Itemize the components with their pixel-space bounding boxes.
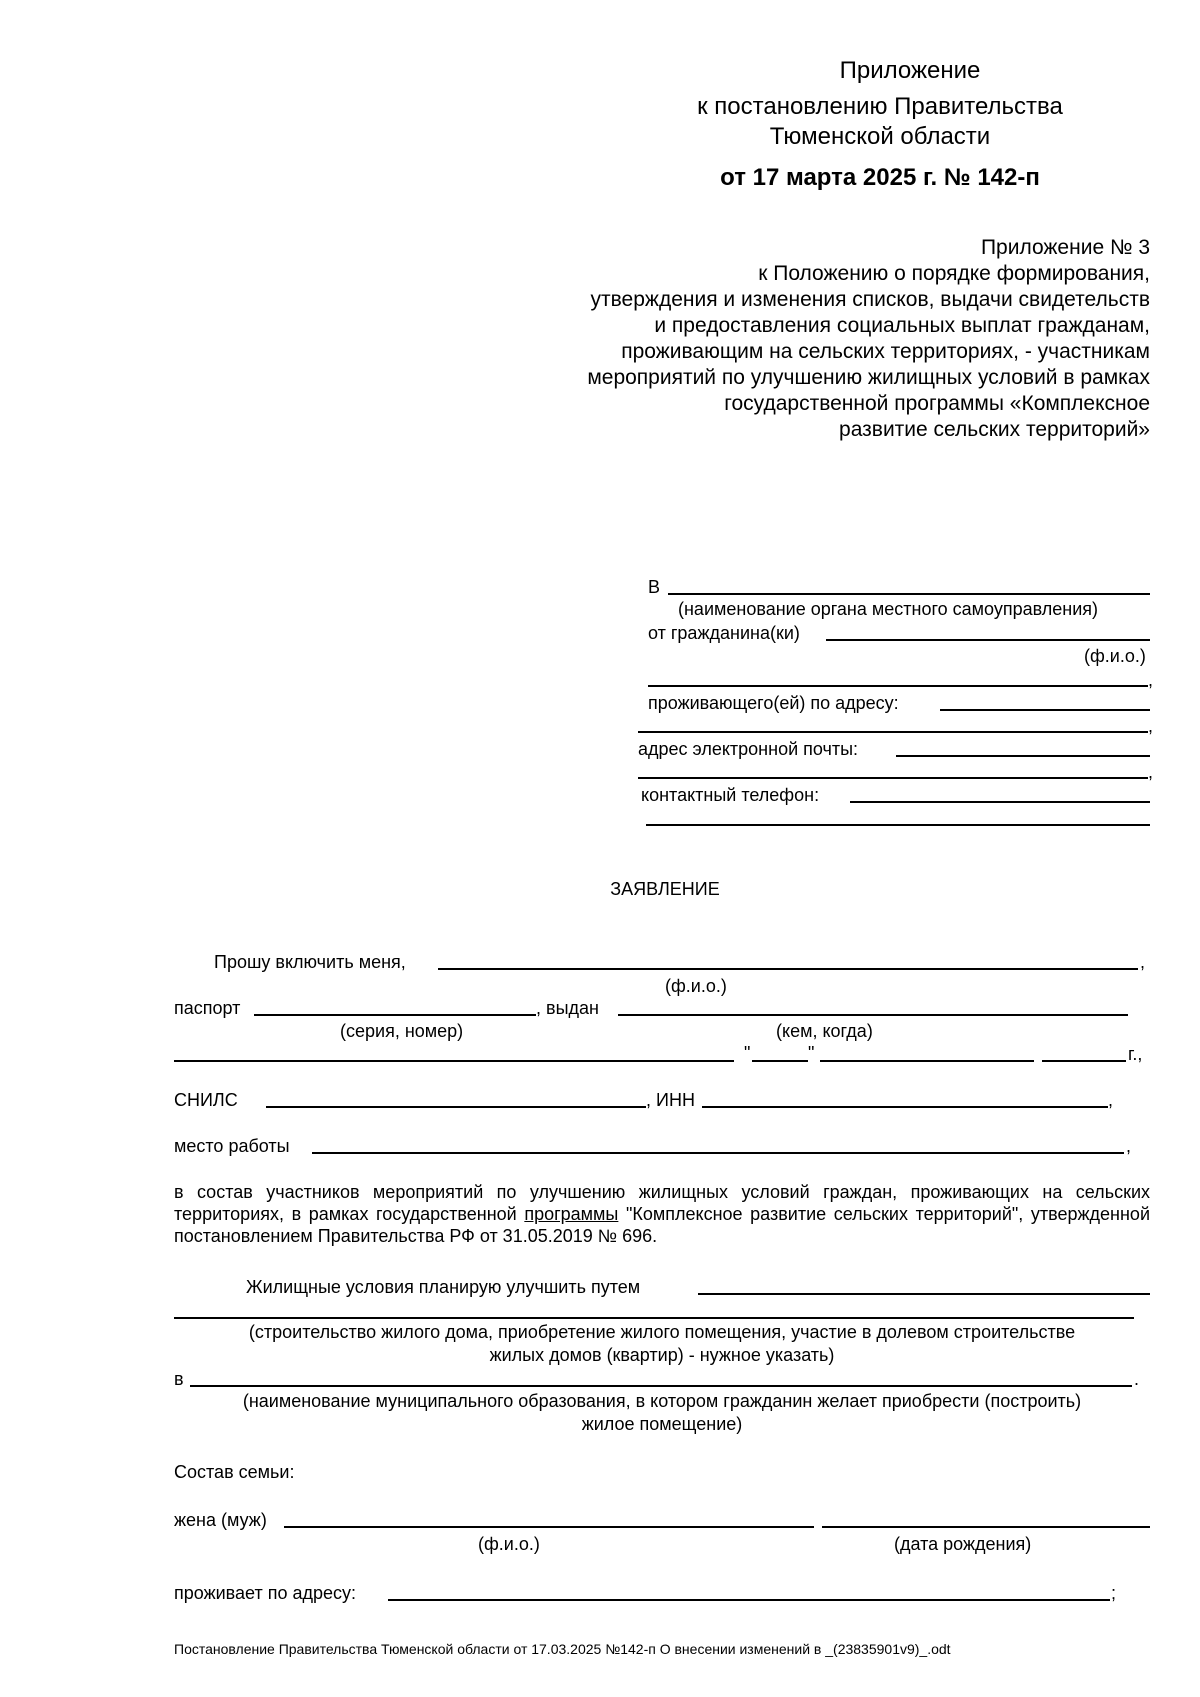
comma: ,	[1148, 670, 1154, 690]
passport-issuer-hint: (кем, когда)	[776, 1021, 873, 1041]
lives-label: проживает по адресу:	[174, 1583, 356, 1603]
appendix-line: Приложение № 3	[980, 236, 1150, 259]
address-label: проживающего(ей) по адресу:	[648, 693, 899, 713]
comma: ,	[1126, 1136, 1132, 1156]
footer-text: Постановление Правительства Тюменской области от 17.03.2025 №142-п О внесении изменений в _(23835901v9)_.odt	[174, 1641, 951, 1657]
appendix-line: и предоставления социальных выплат гражданам,	[654, 314, 1150, 337]
housing-hint-1: (строительство жилого дома, приобретение жилого помещения, участие в долевом строительстве	[248, 1322, 1076, 1342]
municipality-hint-2: жилое помещение)	[581, 1414, 743, 1434]
passport-label: паспорт	[174, 998, 241, 1018]
semicolon: ;	[1111, 1583, 1117, 1603]
paragraph-text: "Комплексное развитие сельских территорий", утвержденной постановлением Правительства РФ от 31.05.2019 № 696.	[174, 1204, 1150, 1246]
inn-field[interactable]	[702, 1106, 1108, 1108]
citizen-fio-hint: (ф.и.о.)	[1084, 646, 1146, 666]
phone-field-2[interactable]	[646, 824, 1150, 826]
phone-field[interactable]	[850, 801, 1150, 803]
header-line-2: к постановлению Правительства	[697, 93, 1063, 120]
quote-open: "	[744, 1043, 751, 1063]
passport-number-field[interactable]	[254, 1014, 536, 1016]
appendix-line: к Положению о порядке формирования,	[758, 262, 1150, 285]
document-title: ЗАЯВЛЕНИЕ	[610, 879, 720, 899]
header-line-1: Приложение	[839, 57, 981, 84]
housing-method-field-2[interactable]	[174, 1317, 1134, 1319]
snils-field[interactable]	[266, 1106, 646, 1108]
program-link[interactable]: программы	[524, 1204, 619, 1224]
spouse-fio-field[interactable]	[284, 1526, 814, 1528]
inn-label: , ИНН	[646, 1090, 695, 1110]
org-name-hint: (наименование органа местного самоуправления)	[678, 599, 1098, 619]
comma: ,	[1148, 716, 1154, 736]
appendix-block	[450, 235, 1150, 443]
family-label: Состав семьи:	[174, 1462, 295, 1482]
paragraph-text: в состав участников мероприятий по улучшению жилищных условий граждан, проживающих на сельских территориях, в рамках государственной	[174, 1182, 1150, 1224]
appendix-line: утверждения и изменения списков, выдачи свидетельств	[590, 288, 1150, 311]
housing-method-field[interactable]	[698, 1293, 1150, 1295]
header-date-line: от 17 марта 2025 г. № 142-п	[720, 164, 1040, 191]
applicant-fio-hint: (ф.и.о.)	[665, 976, 727, 996]
issued-label: , выдан	[536, 998, 599, 1018]
passport-series-hint: (серия, номер)	[340, 1021, 464, 1041]
comma: ,	[1108, 1090, 1114, 1110]
request-label: Прошу включить меня,	[214, 952, 406, 972]
passport-issuer-field[interactable]	[618, 1014, 1128, 1016]
comma: ,	[1140, 952, 1146, 972]
org-name-field[interactable]	[668, 593, 1150, 595]
issue-day-field[interactable]	[752, 1060, 808, 1062]
workplace-field[interactable]	[312, 1152, 1124, 1154]
issue-year-field[interactable]	[1042, 1060, 1126, 1062]
housing-label: Жилищные условия планирую улучшить путем	[246, 1277, 641, 1297]
email-label: адрес электронной почты:	[638, 739, 859, 759]
quote-close: "	[808, 1043, 815, 1063]
citizen-fio-field[interactable]	[826, 639, 1150, 641]
program-paragraph	[174, 1181, 1150, 1247]
applicant-fio-field[interactable]	[438, 968, 1138, 970]
address-field[interactable]	[940, 709, 1150, 711]
to-label: В	[648, 577, 661, 597]
appendix-line: государственной программы «Комплексное	[724, 392, 1150, 415]
municipality-hint-1: (наименование муниципального образования, в котором гражданин желает приобрести (построить)	[242, 1391, 1082, 1411]
municipality-field[interactable]	[190, 1385, 1132, 1387]
header-line-3: Тюменской области	[769, 123, 991, 150]
phone-label: контактный телефон:	[641, 785, 820, 805]
work-label: место работы	[174, 1136, 290, 1156]
comma: ,	[1148, 762, 1154, 782]
appendix-line: мероприятий по улучшению жилищных условий в рамках	[587, 366, 1150, 389]
spouse-birthdate-field[interactable]	[822, 1526, 1150, 1528]
appendix-line: развитие сельских территорий»	[839, 418, 1150, 441]
from-label: от гражданина(ки)	[648, 623, 800, 643]
issue-month-field[interactable]	[820, 1060, 1034, 1062]
citizen-fio-field-2[interactable]	[648, 685, 1148, 687]
spouse-label: жена (муж)	[174, 1510, 267, 1530]
email-field-2[interactable]	[638, 777, 1148, 779]
housing-hint-2: жилых домов (квартир) - нужное указать)	[489, 1345, 835, 1365]
spouse-fio-hint: (ф.и.о.)	[478, 1534, 540, 1554]
year-suffix: г.,	[1128, 1044, 1143, 1064]
spouse-address-field[interactable]	[388, 1599, 1110, 1601]
appendix-line: проживающим на сельских территориях, - участникам	[621, 340, 1150, 363]
email-field[interactable]	[896, 755, 1150, 757]
issuer-continuation-field[interactable]	[174, 1060, 734, 1062]
in-label: в	[174, 1369, 184, 1389]
period: .	[1134, 1369, 1140, 1389]
address-field-2[interactable]	[638, 731, 1148, 733]
birthdate-hint: (дата рождения)	[894, 1534, 1032, 1554]
snils-label: СНИЛС	[174, 1090, 238, 1110]
